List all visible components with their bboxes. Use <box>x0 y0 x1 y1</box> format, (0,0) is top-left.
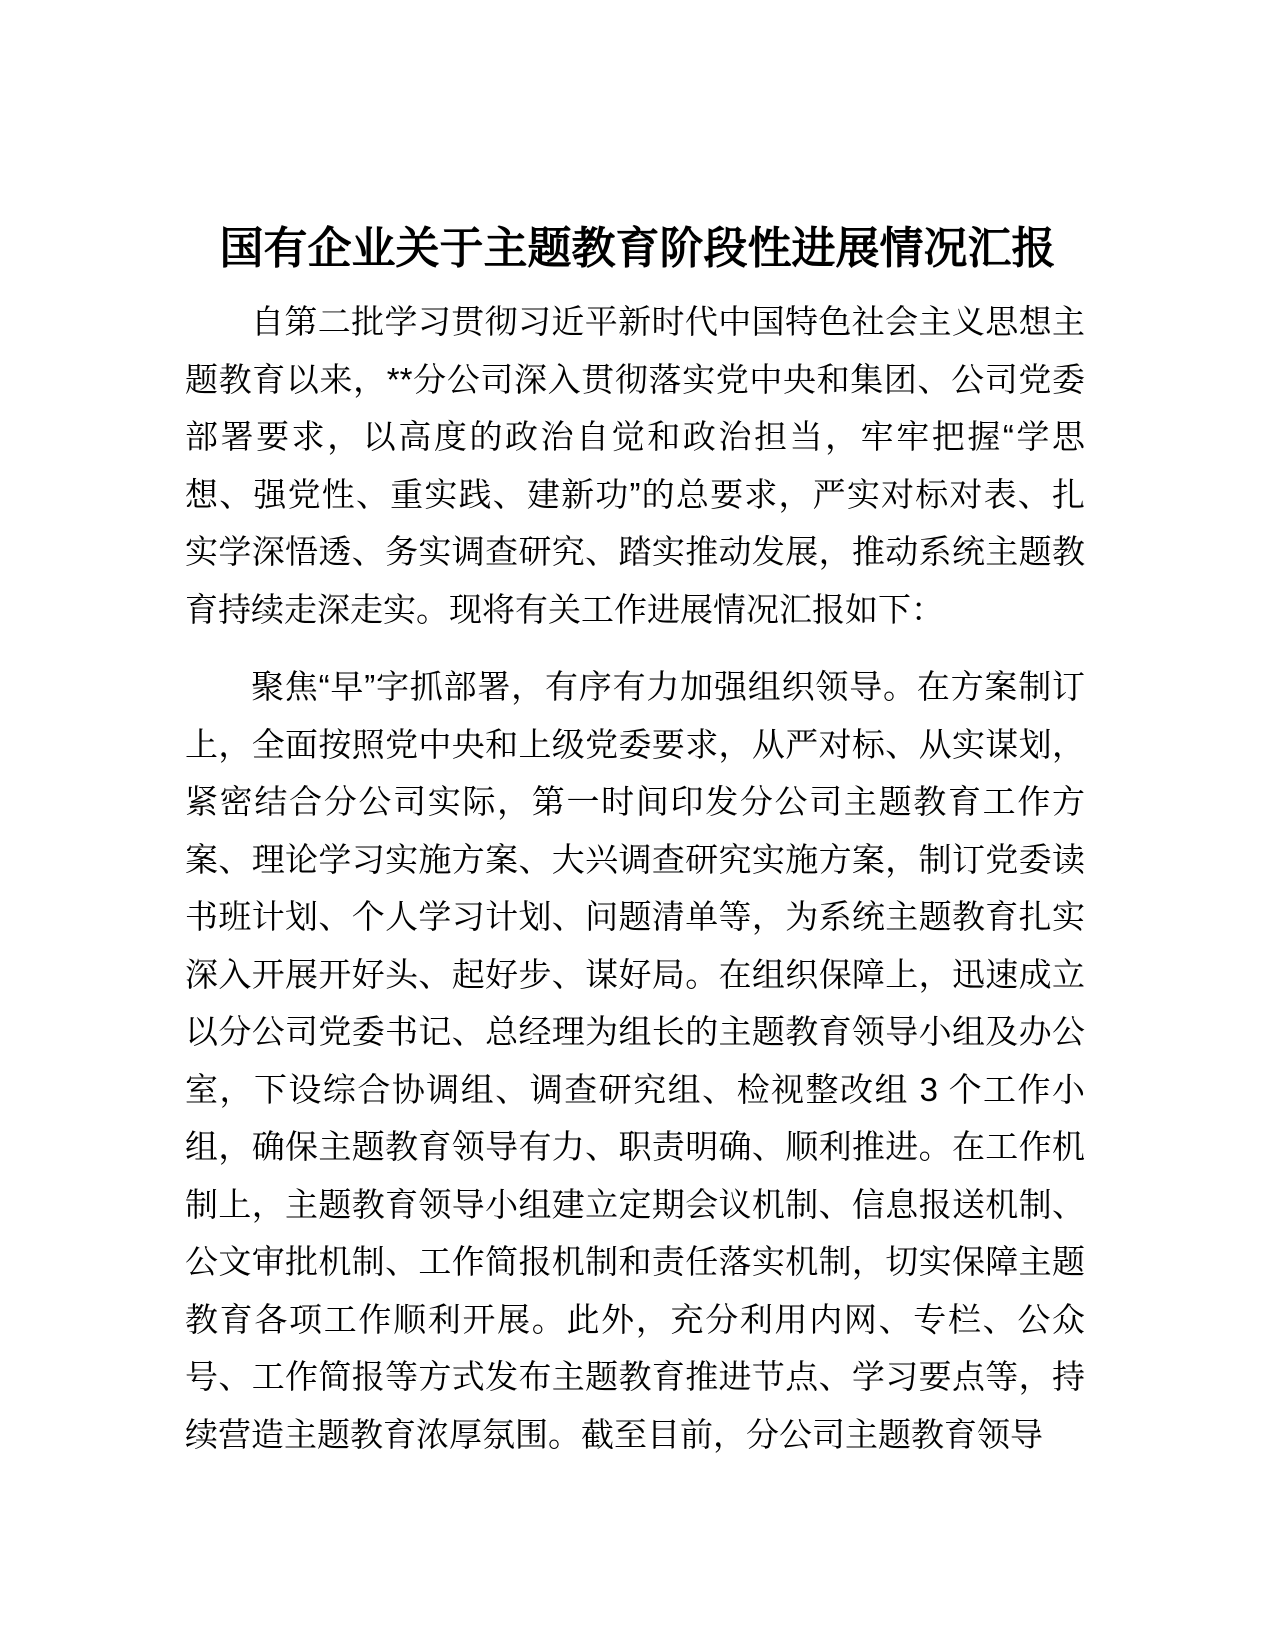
document-body <box>185 293 1085 1467</box>
document-title: 国有企业关于主题教育阶段性进展情况汇报 <box>219 224 1056 273</box>
body-paragraph-2: 聚焦“早”字抓部署，有序有力加强组织领导。在方案制订上，全面按照党中央和上级党委要求，从严对标、从实谋划，紧密结合分公司实际，第一时间印发分公司主题教育工作方案、理论学习实施方案、大兴调查研究实施方案，制订党委读书班计划、个人学习计划、问题清单等，为系统主题教育扎实深入开展开好头、起好步、谋好局。在组织保障上，迅速成立以分公司党委书记、总经理为组长的主题教育领导小组及办公室，下设综合协调组、调查研究组、检视整改组 3 个工作小组，确保主题教育领导有力、职责明确、顺利推进。在工作机制上，主题教育领导小组建立定期会议机制、信息报送机制、公文审批机制、工作简报机制和责任落实机制，切实保障主题教育各项工作顺利开展。此外，充分利用内网、专栏、公众号、工作简报等方式发布主题教育推进节点、学习要点等，持续营造主题教育浓厚氛围。截至目前，分公司主题教育领导 <box>185 668 1085 1453</box>
body-paragraph-1: 自第二批学习贯彻习近平新时代中国特色社会主义思想主题教育以来，**分公司深入贯彻落实党中央和集团、公司党委部署要求，以高度的政治自觉和政治担当，牢牢把握“学思想、强党性、重实践、建新功”的总要求，严实对标对表、扎实学深悟透、务实调查研究、踏实推动发展，推动系统主题教育持续走深走实。现将有关工作进展情况汇报如下： <box>185 303 1085 628</box>
